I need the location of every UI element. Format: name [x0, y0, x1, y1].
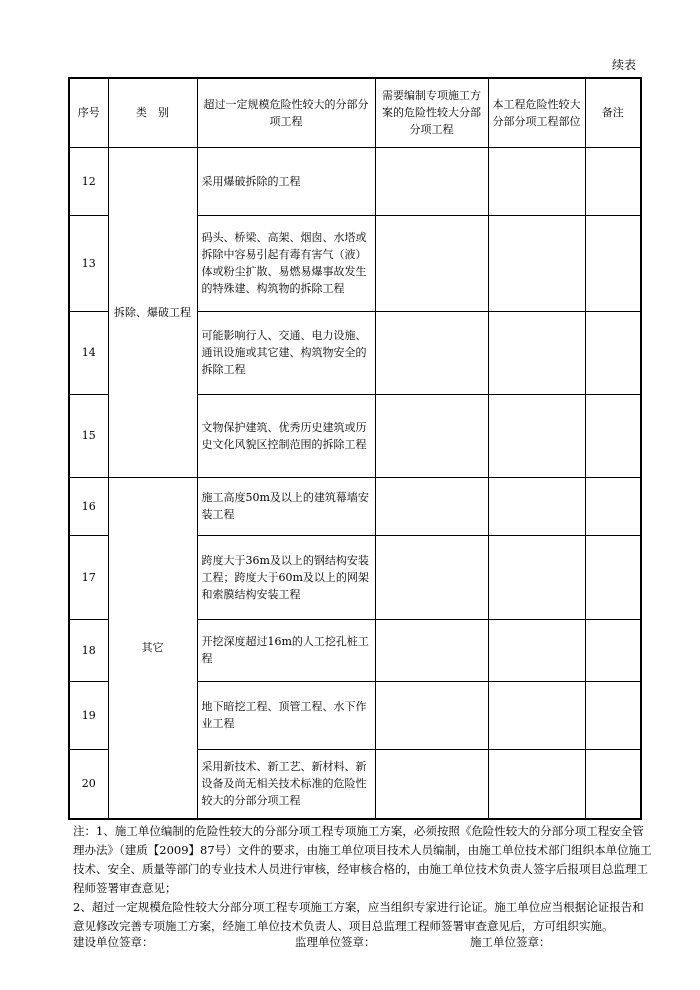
- remark-cell[interactable]: [585, 147, 641, 215]
- row-description: 采用爆破拆除的工程: [197, 147, 375, 215]
- row-description: 文物保护建筑、优秀历史建筑或历史文化风貌区控制范围的拆除工程: [197, 394, 375, 477]
- row-description: 跨度大于36m及以上的钢结构安装工程；跨度大于60m及以上的网架和索膜结构安装工程: [197, 535, 375, 619]
- remark-cell[interactable]: [585, 619, 641, 681]
- row-number: 16: [69, 477, 108, 535]
- category-demolition: 拆除、爆破工程: [108, 147, 197, 477]
- row-description: 施工高度50m及以上的建筑幕墙安装工程: [197, 477, 375, 535]
- header-project: 本工程危险性较大分部分项工程部位: [488, 78, 585, 147]
- remark-cell[interactable]: [585, 477, 641, 535]
- remark-cell[interactable]: [585, 681, 641, 749]
- project-cell[interactable]: [488, 215, 585, 311]
- row-number: 17: [69, 535, 108, 619]
- plan-cell[interactable]: [375, 215, 488, 311]
- contractor-signature-label: 施工单位签章：: [470, 935, 551, 949]
- plan-cell[interactable]: [375, 681, 488, 749]
- continued-label: 续表: [612, 58, 637, 72]
- remark-cell[interactable]: [585, 215, 641, 311]
- header-category: 类 别: [108, 78, 197, 147]
- row-description: 地下暗挖工程、顶管工程、水下作业工程: [197, 681, 375, 749]
- plan-cell[interactable]: [375, 394, 488, 477]
- owner-signature-label: 建设单位签章：: [73, 935, 154, 949]
- project-cell[interactable]: [488, 619, 585, 681]
- project-cell[interactable]: [488, 311, 585, 394]
- supervisor-signature-label: 监理单位签章：: [295, 935, 376, 949]
- table-row: [69, 477, 641, 535]
- row-number: 19: [69, 681, 108, 749]
- plan-cell[interactable]: [375, 477, 488, 535]
- row-description: 码头、桥梁、高架、烟囱、水塔或拆除中容易引起有毒有害气（液）体或粉尘扩散、易燃易爆事故发生的特殊建、构筑物的拆除工程: [197, 215, 375, 311]
- remark-cell[interactable]: [585, 535, 641, 619]
- row-description: 采用新技术、新工艺、新材料、新设备及尚无相关技术标准的危险性较大的分部分项工程: [197, 749, 375, 819]
- plan-cell[interactable]: [375, 147, 488, 215]
- plan-cell[interactable]: [375, 619, 488, 681]
- header-remark: 备注: [585, 78, 641, 147]
- row-number: 18: [69, 619, 108, 681]
- project-cell[interactable]: [488, 535, 585, 619]
- header-row: [69, 78, 641, 147]
- plan-cell[interactable]: [375, 311, 488, 394]
- row-number: 12: [69, 147, 108, 215]
- project-cell[interactable]: [488, 394, 585, 477]
- row-number: 14: [69, 311, 108, 394]
- table-row: [69, 147, 641, 215]
- remark-cell[interactable]: [585, 311, 641, 394]
- header-index: 序号: [69, 78, 108, 147]
- row-number: 20: [69, 749, 108, 819]
- category-other: 其它: [108, 477, 197, 819]
- plan-cell[interactable]: [375, 749, 488, 819]
- header-item: 超过一定规模危险性较大的分部分项工程: [197, 78, 375, 147]
- project-cell[interactable]: [488, 749, 585, 819]
- hazard-works-table: [68, 77, 642, 820]
- remark-cell[interactable]: [585, 394, 641, 477]
- remark-cell[interactable]: [585, 749, 641, 819]
- project-cell[interactable]: [488, 477, 585, 535]
- header-plan: 需要编制专项施工方案的危险性较大分部分项工程: [375, 78, 488, 147]
- plan-cell[interactable]: [375, 535, 488, 619]
- notes-section: [73, 822, 653, 936]
- project-cell[interactable]: [488, 681, 585, 749]
- row-number: 13: [69, 215, 108, 311]
- note-2: 2、超过一定规模危险性较大分部分项工程专项施工方案，应当组织专家进行论证。施工单位应当根据论证报告和意见修改完善专项施工方案，经施工单位技术负责人、项目总监理工程师签署审查意见后，方可组织实施。: [73, 900, 644, 933]
- row-description: 开挖深度超过16m的人工挖孔桩工程: [197, 619, 375, 681]
- row-number: 15: [69, 394, 108, 477]
- note-1: 注：1、施工单位编制的危险性较大的分部分项工程专项施工方案，必须按照《危险性较大的分部分项工程安全管理办法》（建质【2009】87号）文件的要求，由施工单位项目技术人员编制，由施工单位技术部门组织本单位施工技术、安全、质量等部门的专业技术人员进行审核，经审核合格的，由施工单位技术负责人签字后报项目总监理工程师签署审查意见；: [73, 824, 652, 895]
- project-cell[interactable]: [488, 147, 585, 215]
- row-description: 可能影响行人、交通、电力设施、通讯设施或其它建、构筑物安全的拆除工程: [197, 311, 375, 394]
